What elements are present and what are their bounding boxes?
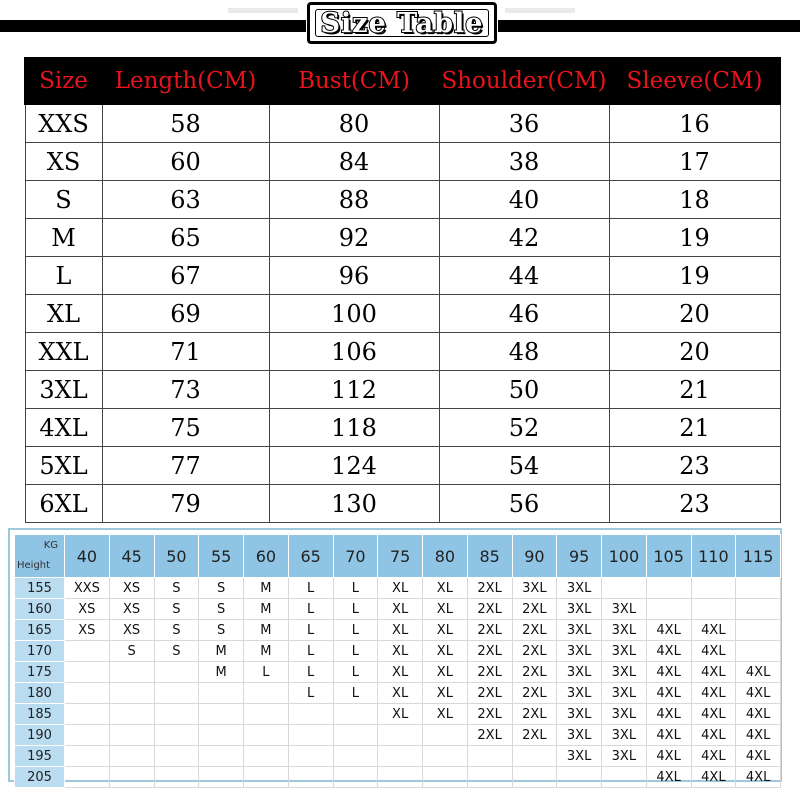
size-label-cell: S <box>25 181 102 219</box>
recommended-size-cell <box>154 683 199 704</box>
measurement-cell: 88 <box>269 181 439 219</box>
recommended-size-cell: M <box>244 578 289 599</box>
recommended-size-cell: XL <box>378 683 423 704</box>
height-header-cell: 180 <box>15 683 65 704</box>
recommended-size-cell: L <box>333 578 378 599</box>
recommended-size-cell <box>199 704 244 725</box>
recommended-size-cell <box>244 746 289 767</box>
recommended-size-cell: L <box>333 599 378 620</box>
measurement-cell: 21 <box>609 409 780 447</box>
recommended-size-cell <box>512 746 557 767</box>
measurement-cell: 92 <box>269 219 439 257</box>
recommended-size-cell: S <box>154 578 199 599</box>
recommended-size-cell: XL <box>423 683 468 704</box>
recommended-size-cell <box>244 767 289 788</box>
size-label-cell: XS <box>25 143 102 181</box>
table-row <box>15 704 781 725</box>
recommended-size-cell <box>65 683 110 704</box>
weight-header-cell: 80 <box>423 535 468 578</box>
weight-header-cell: 50 <box>154 535 199 578</box>
recommended-size-cell <box>467 767 512 788</box>
recommended-size-cell: 3XL <box>602 746 647 767</box>
recommended-size-cell: 2XL <box>467 704 512 725</box>
recommended-size-cell <box>736 599 781 620</box>
recommended-size-cell: 4XL <box>736 767 781 788</box>
recommended-size-cell: XL <box>378 704 423 725</box>
measurement-cell: 44 <box>439 257 609 295</box>
measurement-cell: 23 <box>609 485 780 523</box>
measurement-cell: 20 <box>609 333 780 371</box>
measurement-cell: 75 <box>102 409 269 447</box>
measurement-cell: 73 <box>102 371 269 409</box>
recommended-size-cell <box>378 767 423 788</box>
table-row <box>25 485 780 523</box>
table-row <box>25 257 780 295</box>
recommended-size-cell: 3XL <box>557 620 602 641</box>
height-header-cell: 155 <box>15 578 65 599</box>
measurement-cell: 52 <box>439 409 609 447</box>
recommended-size-cell: XL <box>378 662 423 683</box>
measurement-cell: 46 <box>439 295 609 333</box>
recommended-size-cell <box>199 767 244 788</box>
measurement-cell: 16 <box>609 104 780 143</box>
recommended-size-cell: XL <box>423 704 468 725</box>
recommended-size-cell <box>109 683 154 704</box>
recommended-size-cell <box>65 662 110 683</box>
recommended-size-cell: L <box>333 662 378 683</box>
weight-header-cell: 95 <box>557 535 602 578</box>
recommended-size-cell <box>199 683 244 704</box>
size-table-header-cell: Sleeve(CM) <box>609 58 780 104</box>
table-row <box>15 725 781 746</box>
recommended-size-cell <box>736 641 781 662</box>
recommended-size-cell: 2XL <box>512 662 557 683</box>
banner-decoration <box>505 8 575 13</box>
recommended-size-cell <box>244 704 289 725</box>
size-label-cell: XL <box>25 295 102 333</box>
measurement-cell: 17 <box>609 143 780 181</box>
measurement-cell: 18 <box>609 181 780 219</box>
recommended-size-cell: 2XL <box>512 725 557 746</box>
measurement-cell: 71 <box>102 333 269 371</box>
table-row <box>15 746 781 767</box>
weight-header-cell: 40 <box>65 535 110 578</box>
measurement-cell: 69 <box>102 295 269 333</box>
weight-header-cell: 70 <box>333 535 378 578</box>
height-header-cell: 165 <box>15 620 65 641</box>
size-label-cell: 4XL <box>25 409 102 447</box>
recommended-size-cell <box>109 725 154 746</box>
table-row <box>25 409 780 447</box>
recommended-size-cell <box>109 746 154 767</box>
measurement-cell: 36 <box>439 104 609 143</box>
recommended-size-cell: 2XL <box>512 683 557 704</box>
recommended-size-cell <box>333 725 378 746</box>
measurement-cell: 48 <box>439 333 609 371</box>
table-row <box>25 295 780 333</box>
weight-header-cell: 65 <box>288 535 333 578</box>
recommended-size-cell: 3XL <box>602 641 647 662</box>
measurement-cell: 63 <box>102 181 269 219</box>
recommended-size-cell: XS <box>109 620 154 641</box>
recommended-size-cell <box>244 725 289 746</box>
recommended-size-cell: 3XL <box>602 620 647 641</box>
measurement-cell: 60 <box>102 143 269 181</box>
recommended-size-cell: 2XL <box>467 683 512 704</box>
weight-header-cell: 75 <box>378 535 423 578</box>
table-row <box>15 599 781 620</box>
recommended-size-cell: L <box>288 683 333 704</box>
recommended-size-cell: 4XL <box>646 620 691 641</box>
height-header-cell: 205 <box>15 767 65 788</box>
measurement-cell: 40 <box>439 181 609 219</box>
recommended-size-cell: L <box>333 683 378 704</box>
recommended-size-cell: 2XL <box>512 641 557 662</box>
recommended-size-cell: S <box>199 620 244 641</box>
size-label-cell: L <box>25 257 102 295</box>
measurement-cell: 20 <box>609 295 780 333</box>
recommended-size-cell: XL <box>378 620 423 641</box>
weight-header-cell: 90 <box>512 535 557 578</box>
table-row <box>25 447 780 485</box>
recommended-size-cell: S <box>109 641 154 662</box>
recommended-size-cell: 4XL <box>646 725 691 746</box>
weight-header-cell: 45 <box>109 535 154 578</box>
measurement-cell: 19 <box>609 219 780 257</box>
height-header-cell: 170 <box>15 641 65 662</box>
size-label-cell: XXL <box>25 333 102 371</box>
table-row <box>25 333 780 371</box>
recommended-size-cell: 3XL <box>512 578 557 599</box>
height-weight-table <box>14 534 781 788</box>
size-table-header-cell: Length(CM) <box>102 58 269 104</box>
recommended-size-cell: 2XL <box>467 641 512 662</box>
recommended-size-cell: 3XL <box>602 704 647 725</box>
recommended-size-cell: XS <box>65 620 110 641</box>
recommended-size-cell: 3XL <box>557 746 602 767</box>
size-label-cell: 3XL <box>25 371 102 409</box>
measurement-cell: 21 <box>609 371 780 409</box>
recommended-size-cell: 4XL <box>736 704 781 725</box>
recommended-size-cell: 3XL <box>557 725 602 746</box>
table-row <box>25 219 780 257</box>
table-row <box>15 578 781 599</box>
size-table-body <box>25 104 780 523</box>
recommended-size-cell: 4XL <box>646 746 691 767</box>
measurement-cell: 130 <box>269 485 439 523</box>
recommended-size-cell: L <box>288 620 333 641</box>
height-header-cell: 175 <box>15 662 65 683</box>
recommended-size-cell: 3XL <box>602 662 647 683</box>
recommended-size-cell: L <box>288 599 333 620</box>
measurement-cell: 96 <box>269 257 439 295</box>
measurement-cell: 84 <box>269 143 439 181</box>
size-table-header-cell: Bust(CM) <box>269 58 439 104</box>
recommended-size-cell: 4XL <box>646 641 691 662</box>
recommended-size-cell: 3XL <box>557 641 602 662</box>
recommended-size-cell: M <box>244 599 289 620</box>
recommended-size-cell: 3XL <box>557 578 602 599</box>
recommended-size-cell: XL <box>423 578 468 599</box>
recommended-size-cell: 3XL <box>602 725 647 746</box>
measurement-cell: 106 <box>269 333 439 371</box>
measurement-cell: 54 <box>439 447 609 485</box>
recommended-size-cell: 2XL <box>512 704 557 725</box>
recommended-size-cell <box>736 578 781 599</box>
banner-box <box>307 2 497 44</box>
size-label-cell: 6XL <box>25 485 102 523</box>
recommended-size-cell <box>557 767 602 788</box>
height-weight-body <box>15 578 781 788</box>
corner-height-label: Height <box>17 560 51 571</box>
recommended-size-cell: 3XL <box>557 662 602 683</box>
recommended-size-cell: 2XL <box>467 599 512 620</box>
measurement-cell: 67 <box>102 257 269 295</box>
recommended-size-cell <box>333 704 378 725</box>
recommended-size-cell: 4XL <box>691 662 736 683</box>
recommended-size-cell: XL <box>423 641 468 662</box>
recommended-size-cell: S <box>154 599 199 620</box>
table-row <box>15 641 781 662</box>
table-row <box>15 662 781 683</box>
recommended-size-cell: M <box>199 641 244 662</box>
measurement-cell: 112 <box>269 371 439 409</box>
recommended-size-cell: 3XL <box>557 683 602 704</box>
recommended-size-cell <box>288 746 333 767</box>
recommended-size-cell <box>691 578 736 599</box>
measurement-cell: 56 <box>439 485 609 523</box>
recommended-size-cell: L <box>288 641 333 662</box>
recommended-size-cell: XL <box>423 620 468 641</box>
recommended-size-cell: 4XL <box>691 767 736 788</box>
weight-header-cell: 60 <box>244 535 289 578</box>
table-row <box>25 143 780 181</box>
weight-header-cell: 85 <box>467 535 512 578</box>
weight-header-cell: 105 <box>646 535 691 578</box>
recommended-size-cell: 4XL <box>646 767 691 788</box>
recommended-size-cell: XL <box>378 599 423 620</box>
recommended-size-cell <box>288 725 333 746</box>
recommended-size-cell <box>154 704 199 725</box>
title-banner <box>0 0 800 50</box>
recommended-size-cell: L <box>333 620 378 641</box>
corner-kg-label: KG <box>43 540 58 551</box>
recommended-size-cell: 4XL <box>646 683 691 704</box>
height-header-cell: 160 <box>15 599 65 620</box>
weight-header-row <box>15 535 781 578</box>
recommended-size-cell: 4XL <box>736 662 781 683</box>
height-header-cell: 195 <box>15 746 65 767</box>
recommended-size-cell: 2XL <box>467 662 512 683</box>
recommended-size-cell: S <box>154 620 199 641</box>
page-title: Size Table <box>320 7 484 39</box>
size-measurement-table <box>24 57 781 523</box>
banner-decoration <box>228 8 298 13</box>
table-row <box>25 104 780 143</box>
recommended-size-cell <box>288 767 333 788</box>
recommended-size-cell: 4XL <box>691 641 736 662</box>
size-table-header-row <box>25 58 780 104</box>
recommended-size-cell <box>65 725 110 746</box>
recommended-size-cell: XXS <box>65 578 110 599</box>
recommended-size-cell: 2XL <box>512 620 557 641</box>
recommended-size-cell: 2XL <box>467 578 512 599</box>
recommended-size-cell <box>512 767 557 788</box>
recommended-size-cell <box>244 683 289 704</box>
recommended-size-cell: 3XL <box>602 683 647 704</box>
recommended-size-cell <box>65 704 110 725</box>
size-label-cell: 5XL <box>25 447 102 485</box>
recommended-size-cell <box>65 641 110 662</box>
recommended-size-cell <box>378 725 423 746</box>
height-weight-chart <box>8 528 782 785</box>
table-row <box>25 371 780 409</box>
recommended-size-cell <box>646 578 691 599</box>
recommended-size-cell <box>467 746 512 767</box>
recommended-size-cell: XS <box>109 578 154 599</box>
recommended-size-cell <box>646 599 691 620</box>
recommended-size-cell <box>423 767 468 788</box>
recommended-size-cell: 4XL <box>736 683 781 704</box>
recommended-size-cell: 2XL <box>467 620 512 641</box>
recommended-size-cell: 4XL <box>736 725 781 746</box>
recommended-size-cell: M <box>199 662 244 683</box>
recommended-size-cell: 4XL <box>691 725 736 746</box>
recommended-size-cell: XL <box>423 599 468 620</box>
corner-cell <box>15 535 65 578</box>
height-header-cell: 190 <box>15 725 65 746</box>
measurement-cell: 38 <box>439 143 609 181</box>
weight-header-cell: 100 <box>602 535 647 578</box>
recommended-size-cell: XS <box>109 599 154 620</box>
recommended-size-cell: L <box>244 662 289 683</box>
recommended-size-cell: 4XL <box>691 620 736 641</box>
recommended-size-cell <box>154 767 199 788</box>
measurement-cell: 58 <box>102 104 269 143</box>
measurement-cell: 23 <box>609 447 780 485</box>
size-table-header-cell: Size <box>25 58 102 104</box>
recommended-size-cell: L <box>288 662 333 683</box>
recommended-size-cell: XL <box>423 662 468 683</box>
recommended-size-cell <box>602 767 647 788</box>
recommended-size-cell: S <box>199 578 244 599</box>
size-label-cell: XXS <box>25 104 102 143</box>
recommended-size-cell: 3XL <box>602 599 647 620</box>
banner-rule-right <box>498 20 800 32</box>
measurement-cell: 80 <box>269 104 439 143</box>
recommended-size-cell: XL <box>378 578 423 599</box>
weight-header-cell: 115 <box>736 535 781 578</box>
table-row <box>25 181 780 219</box>
recommended-size-cell: S <box>154 641 199 662</box>
recommended-size-cell: L <box>288 578 333 599</box>
recommended-size-cell <box>423 725 468 746</box>
measurement-cell: 118 <box>269 409 439 447</box>
recommended-size-cell <box>109 662 154 683</box>
recommended-size-cell <box>691 599 736 620</box>
recommended-size-cell <box>288 704 333 725</box>
recommended-size-cell: XL <box>378 641 423 662</box>
table-row <box>15 683 781 704</box>
measurement-cell: 100 <box>269 295 439 333</box>
recommended-size-cell: 4XL <box>691 746 736 767</box>
measurement-cell: 124 <box>269 447 439 485</box>
measurement-cell: 77 <box>102 447 269 485</box>
recommended-size-cell: M <box>244 641 289 662</box>
recommended-size-cell <box>154 725 199 746</box>
recommended-size-cell: 4XL <box>646 704 691 725</box>
height-header-cell: 185 <box>15 704 65 725</box>
recommended-size-cell <box>423 746 468 767</box>
recommended-size-cell <box>65 746 110 767</box>
recommended-size-cell <box>154 746 199 767</box>
recommended-size-cell <box>199 746 244 767</box>
recommended-size-cell: 4XL <box>691 683 736 704</box>
recommended-size-cell: 4XL <box>646 662 691 683</box>
measurement-cell: 42 <box>439 219 609 257</box>
weight-header-cell: 110 <box>691 535 736 578</box>
size-table-header-cell: Shoulder(CM) <box>439 58 609 104</box>
recommended-size-cell <box>378 746 423 767</box>
recommended-size-cell <box>199 725 244 746</box>
weight-header-cell: 55 <box>199 535 244 578</box>
measurement-cell: 50 <box>439 371 609 409</box>
recommended-size-cell: M <box>244 620 289 641</box>
recommended-size-cell: 3XL <box>557 704 602 725</box>
recommended-size-cell: XS <box>65 599 110 620</box>
recommended-size-cell <box>736 620 781 641</box>
recommended-size-cell: L <box>333 641 378 662</box>
table-row <box>15 620 781 641</box>
table-row <box>15 767 781 788</box>
recommended-size-cell: 2XL <box>467 725 512 746</box>
recommended-size-cell: 2XL <box>512 599 557 620</box>
measurement-cell: 65 <box>102 219 269 257</box>
recommended-size-cell <box>154 662 199 683</box>
recommended-size-cell: 4XL <box>736 746 781 767</box>
recommended-size-cell <box>109 767 154 788</box>
recommended-size-cell: S <box>199 599 244 620</box>
measurement-cell: 79 <box>102 485 269 523</box>
recommended-size-cell: 3XL <box>557 599 602 620</box>
banner-rule-left <box>0 20 306 32</box>
recommended-size-cell: 4XL <box>691 704 736 725</box>
size-label-cell: M <box>25 219 102 257</box>
measurement-cell: 19 <box>609 257 780 295</box>
recommended-size-cell <box>333 746 378 767</box>
recommended-size-cell <box>602 578 647 599</box>
recommended-size-cell <box>109 704 154 725</box>
recommended-size-cell <box>333 767 378 788</box>
recommended-size-cell <box>65 767 110 788</box>
